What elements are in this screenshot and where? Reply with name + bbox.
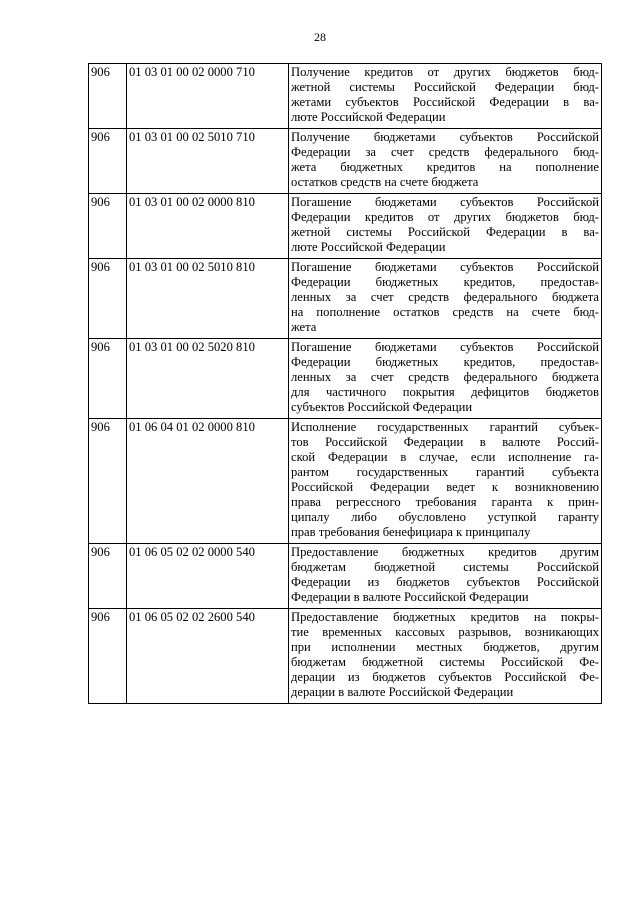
source-name-line: субъектов Российской Федерации [291,400,473,414]
source-name-line: на пополнение остатков средств на счете бюд- [291,305,599,319]
source-name-line: ципалу либо обусловлено уступкой гаранту [291,510,599,524]
source-name-line: жета бюджетных кредитов на пополнение [291,160,599,174]
source-name-line: ленных за счет средств федерального бюджета [291,370,599,384]
table-row [89,419,602,544]
admin-code-cell: 906 [89,64,127,129]
source-name-line: ленных за счет средств федерального бюджета [291,290,599,304]
table-row [89,129,602,194]
budget-classification-code-cell: 01 03 01 00 02 5020 810 [127,339,289,419]
table-row [89,259,602,339]
source-name-line: дерации в валюте Российской Федерации [291,685,514,699]
table-row [89,64,602,129]
admin-code-cell: 906 [89,129,127,194]
admin-code-cell: 906 [89,419,127,544]
admin-code-cell: 906 [89,339,127,419]
source-name-cell [289,194,602,259]
source-name-line: Федерации бюджетных кредитов, предостав- [291,275,599,289]
table-row [89,339,602,419]
source-name-line: ской Федерации в случае, если исполнение га- [291,450,599,464]
source-name-line: прав требования бенефициара к принципалу [291,525,531,539]
table-row [89,194,602,259]
budget-classification-code-cell: 01 03 01 00 02 5010 810 [127,259,289,339]
admin-code-cell: 906 [89,259,127,339]
source-name-line: Федерации бюджетных кредитов, предостав- [291,355,599,369]
budget-classification-code-cell: 01 06 05 02 02 2600 540 [127,609,289,704]
table-body [89,64,602,704]
source-name-line: Погашение бюджетами субъектов Российской [291,340,599,354]
source-name-line: рантом государственных гарантий субъекта [291,465,599,479]
budget-classification-code-cell: 01 03 01 00 02 5010 710 [127,129,289,194]
source-name-line: Погашение бюджетами субъектов Российской [291,195,599,209]
source-name-line: люте Российской Федерации [291,110,446,124]
source-name-line: для частичного покрытия дефицитов бюджетов [291,385,599,399]
admin-code-cell: 906 [89,609,127,704]
admin-code-cell: 906 [89,194,127,259]
source-name-line: жетами субъектов Российской Федерации в ва- [291,95,599,109]
table-row [89,609,602,704]
budget-classification-code-cell: 01 06 05 02 02 0000 540 [127,544,289,609]
source-name-line: Федерации кредитов от других бюджетов бюд- [291,210,599,224]
budget-classification-code-cell: 01 03 01 00 02 0000 810 [127,194,289,259]
source-name-line: тие временных кассовых разрывов, возникающих [291,625,599,639]
budget-classification-code-cell: 01 03 01 00 02 0000 710 [127,64,289,129]
budget-classification-code-cell: 01 06 04 01 02 0000 810 [127,419,289,544]
page-number: 28 [314,30,326,44]
admin-code-cell: 906 [89,544,127,609]
source-name-cell [289,609,602,704]
source-name-cell [289,64,602,129]
source-name-line: Предоставление бюджетных кредитов на покры- [291,610,599,624]
source-name-line: жетной системы Российской Федерации бюд- [291,80,599,94]
source-name-line: Исполнение государственных гарантий субъек- [291,420,599,434]
source-name-cell [289,129,602,194]
source-name-line: дерации из бюджетов субъектов Российской Фе- [291,670,599,684]
source-name-line: Федерации за счет средств федерального бюд- [291,145,599,159]
source-name-line: Предоставление бюджетных кредитов другим [291,545,599,559]
table-row [89,544,602,609]
budget-sources-table [88,63,602,704]
source-name-line: Российской Федерации ведет к возникновению [291,480,599,494]
source-name-line: при исполнении местных бюджетов, другим [291,640,599,654]
source-name-line: тов Российской Федерации в валюте Россий- [291,435,599,449]
source-name-line: жетной системы Российской Федерации в ва- [291,225,599,239]
source-name-cell [289,339,602,419]
source-name-line: Федерации в валюте Российской Федерации [291,590,529,604]
source-name-line: остатков средств на счете бюджета [291,175,479,189]
source-name-line: бюджетам бюджетной системы Российской [291,560,599,574]
source-name-line: люте Российской Федерации [291,240,446,254]
source-name-line: права регрессного требования гаранта к прин- [291,495,599,509]
source-name-line: бюджетам бюджетной системы Российской Фе- [291,655,599,669]
source-name-line: жета [291,320,317,334]
source-name-line: Погашение бюджетами субъектов Российской [291,260,599,274]
source-name-cell [289,544,602,609]
source-name-line: Федерации из бюджетов субъектов Российской [291,575,599,589]
source-name-line: Получение бюджетами субъектов Российской [291,130,599,144]
source-name-cell [289,419,602,544]
source-name-line: Получение кредитов от других бюджетов бюд- [291,65,599,79]
source-name-cell [289,259,602,339]
